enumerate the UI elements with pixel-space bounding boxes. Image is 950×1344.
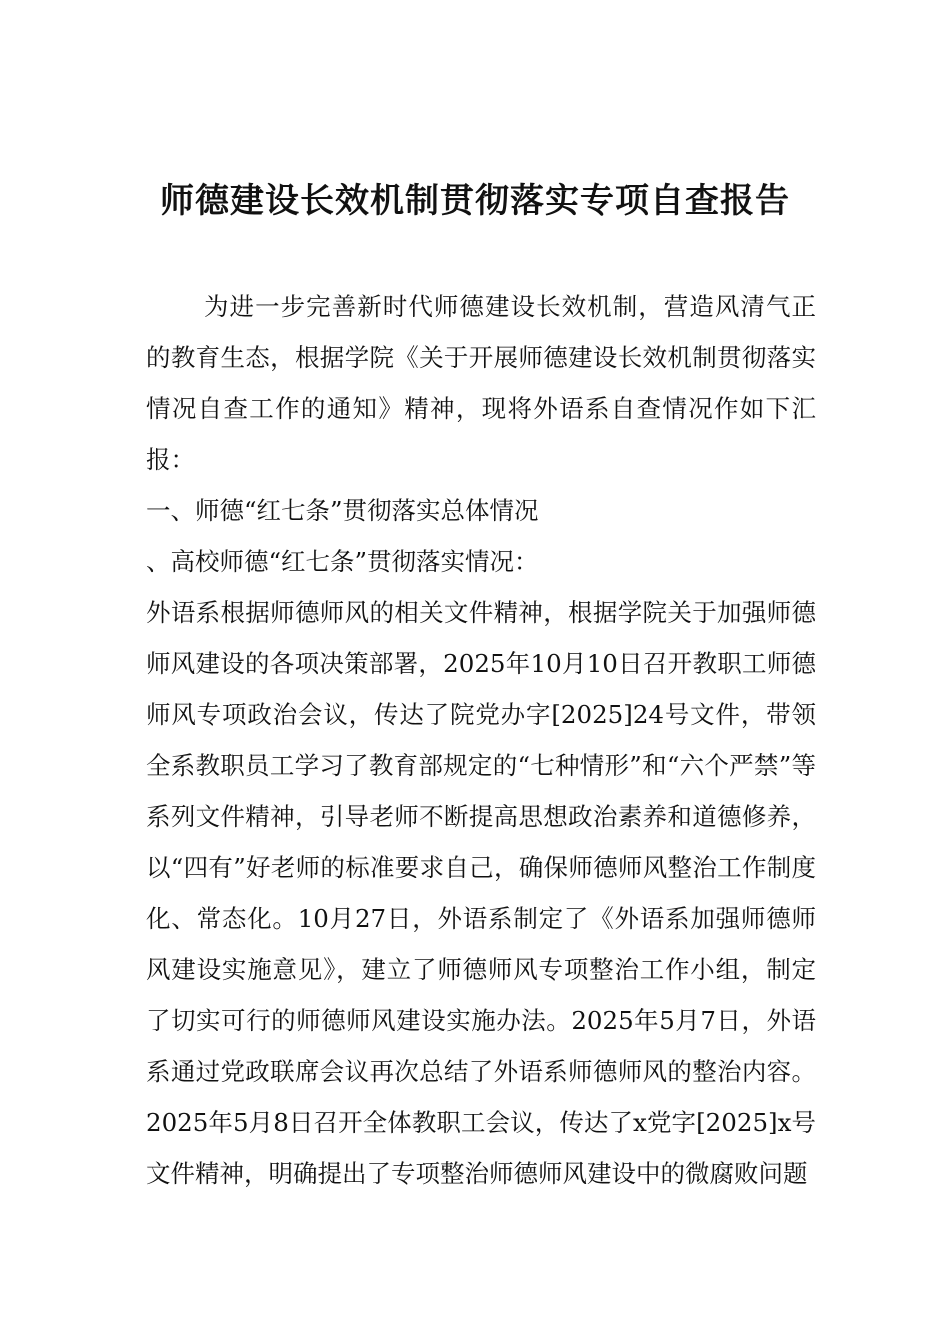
- intro-paragraph: 为进一步完善新时代师德建设长效机制，营造风清气正的教育生态，根据学院《关于开展师德建设长效机制贯彻落实情况自查工作的通知》精神，现将外语系自查情况作如下汇报：: [146, 292, 816, 474]
- document-body: [146, 281, 816, 1199]
- document-title: 师德建设长效机制贯彻落实专项自查报告: [160, 181, 790, 221]
- body-paragraph: 外语系根据师德师风的相关文件精神，根据学院关于加强师德师风建设的各项决策部署，2025年10月10日召开教职工师德师风专项政治会议，传达了院党办字[2025]24号文件，带领全系教职员工学习了教育部规定的“七种情形”和“六个严禁”等系列文件精神，引导老师不断提高思想政治素养和道德修养，以“四有”好老师的标准要求自己，确保师德师风整治工作制度化、常态化。10月27日，外语系制定了《外语系加强师德师风建设实施意见》，建立了师德师风专项整治工作小组，制定了切实可行的师德师风建设实施办法。2025年5月7日，外语系通过党政联席会议再次总结了外语系师德师风的整治内容。2025年5月8日召开全体教职工会议，传达了x党字[2025]x号文件精神，明确提出了专项整治师德师风建设中的微腐败问题: [146, 598, 816, 1188]
- subsection-heading: 、高校师德“红七条”贯彻落实情况：: [146, 547, 539, 576]
- section-heading-1: 一、师德“红七条”贯彻落实总体情况: [146, 496, 539, 525]
